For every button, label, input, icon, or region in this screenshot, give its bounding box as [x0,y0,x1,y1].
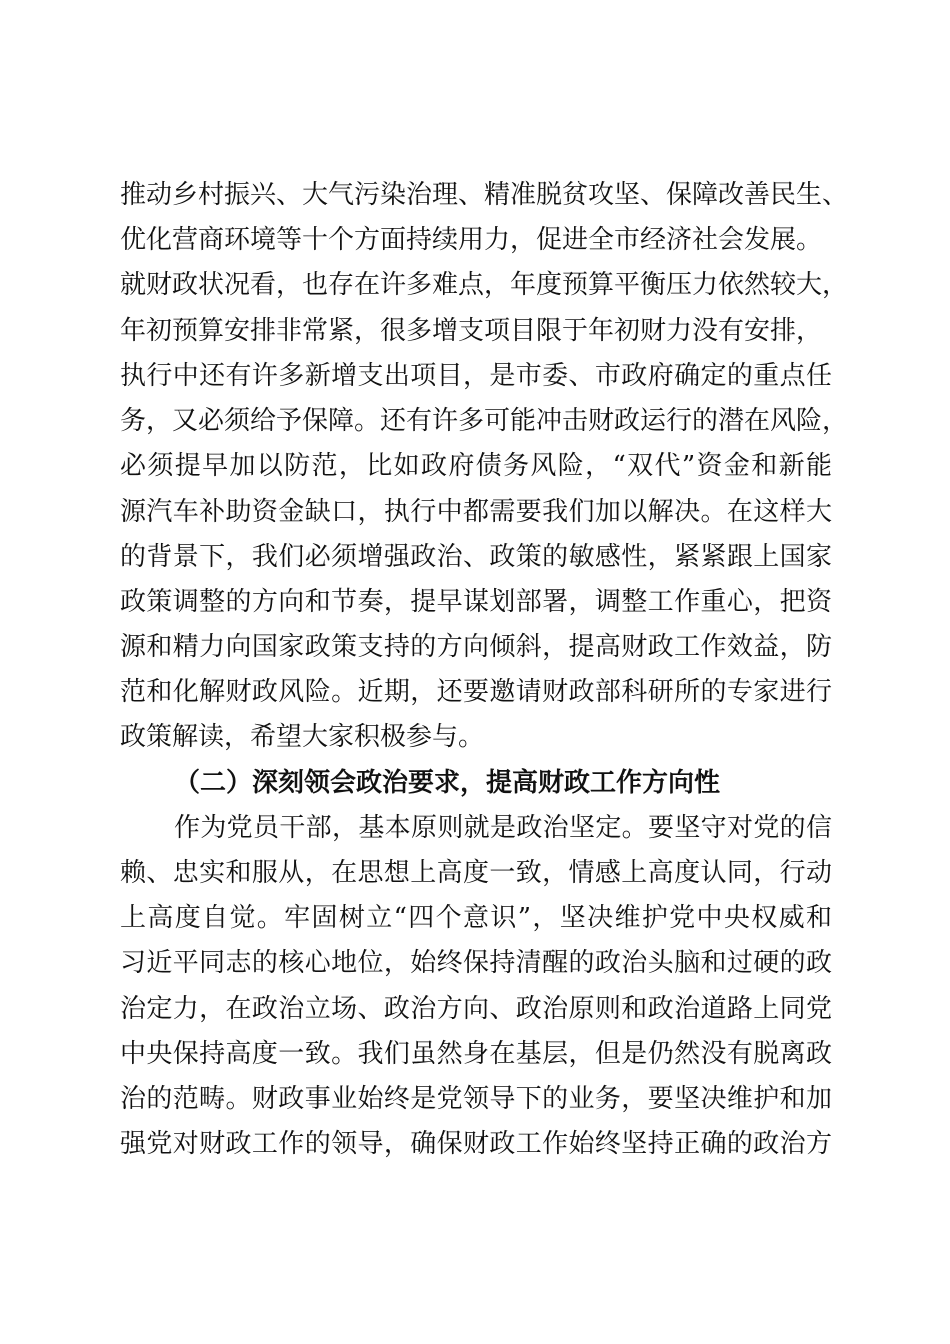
text-line: 必须提早加以防范，比如政府债务风险，“双代”资金和新能 [120,451,832,481]
text-line: 中央保持高度一致。我们虽然身在基层，但是仍然没有脱离政 [120,1039,832,1069]
text-line: 优化营商环境等十个方面持续用力，促进全市经济社会发展。 [120,225,823,255]
text-line: 执行中还有许多新增支出项目，是市委、市政府确定的重点任 [120,361,832,391]
text-line: 就财政状况看，也存在许多难点，年度预算平衡压力依然较大， [120,270,849,300]
text-line: 源和精力向国家政策支持的方向倾斜，提高财政工作效益，防 [120,632,832,662]
text-line: 范和化解财政风险。近期，还要邀请财政部科研所的专家进行 [120,677,832,707]
section-heading: （二）深刻领会政治要求，提高财政工作方向性 [174,768,721,798]
text-line: 源汽车补助资金缺口，执行中都需要我们加以解决。在这样大 [120,497,832,527]
text-line: 推动乡村振兴、大气污染治理、精准脱贫攻坚、保障改善民生、 [120,180,849,210]
text-line: 习近平同志的核心地位，始终保持清醒的政治头脑和过硬的政 [120,948,832,978]
text-line: 治定力，在政治立场、政治方向、政治原则和政治道路上同党 [120,994,832,1024]
text-line: 治的范畴。财政事业始终是党领导下的业务，要坚决维护和加 [120,1084,832,1114]
text-line: 务，又必须给予保障。还有许多可能冲击财政运行的潜在风险， [120,406,849,436]
text-line: 上高度自觉。牢固树立“四个意识”，坚决维护党中央权威和 [120,903,832,933]
text-line: 的背景下，我们必须增强政治、政策的敏感性，紧紧跟上国家 [120,542,832,572]
text-line: 政策解读，希望大家积极参与。 [120,722,485,752]
text-line: 赖、忠实和服从，在思想上高度一致，情感上高度认同，行动 [120,858,832,888]
text-line: 强党对财政工作的领导，确保财政工作始终坚持正确的政治方 [120,1129,832,1159]
text-line: 政策调整的方向和节奏，提早谋划部署，调整工作重心，把资 [120,587,832,617]
text-line: 作为党员干部，基本原则就是政治坚定。要坚守对党的信 [174,813,832,843]
text-line: 年初预算安排非常紧，很多增支项目限于年初财力没有安排， [120,316,823,346]
